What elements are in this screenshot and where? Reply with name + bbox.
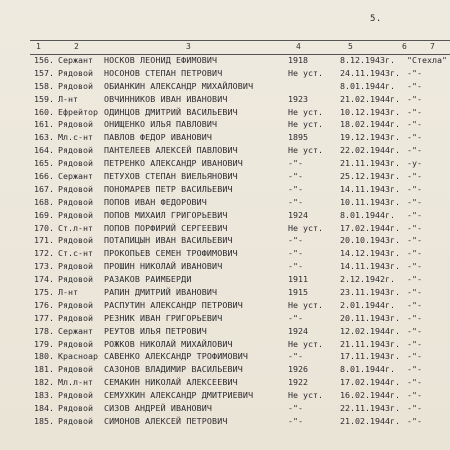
- record-date: 23.11.1943г.: [340, 287, 400, 298]
- record-name: СЕМАКИН НИКОЛАЙ АЛЕКСЕЕВИЧ: [104, 377, 238, 388]
- record-date: 10.12.1943г.: [340, 106, 400, 117]
- record-name: НОСКОВ ЛЕОНИД ЕФИМОВИЧ: [104, 55, 218, 65]
- record-birth-year: Не уст.: [288, 145, 323, 156]
- record-rank: Мл.с-нт: [58, 132, 93, 143]
- record-note: -"-: [407, 351, 422, 362]
- record-name: СИМОНОВ АЛЕКСЕЙ ПЕТРОВИЧ: [104, 415, 228, 426]
- record-number: 157.: [34, 67, 54, 78]
- record-date: 22.02.1944г.: [340, 145, 400, 156]
- record-rank: Рядовой: [58, 415, 93, 426]
- record-birth-year: -"-: [288, 403, 303, 414]
- record-birth-year: 1922: [288, 377, 308, 388]
- record-note: "Стехла": [407, 55, 447, 65]
- record-row: [0, 222, 450, 235]
- record-date: 14.11.1943г.: [340, 183, 400, 194]
- record-row: [0, 157, 450, 170]
- record-rank: Рядовой: [58, 183, 93, 194]
- record-name: ПАНТЕЛЕЕВ АЛЕКСЕЙ ПАВЛОВИЧ: [104, 145, 238, 156]
- record-birth-year: -"-: [288, 415, 303, 426]
- record-note: -"-: [407, 222, 422, 233]
- record-date: 8.01.1944г.: [340, 364, 395, 375]
- record-name: ПРОШИН НИКОЛАЙ ИВАНОВИЧ: [104, 261, 223, 272]
- record-rank: Рядовой: [58, 261, 93, 272]
- record-note: -"-: [407, 364, 422, 375]
- record-number: 169.: [34, 209, 54, 220]
- record-rank: Рядовой: [58, 364, 93, 375]
- record-number: 158.: [34, 80, 54, 91]
- record-rank: Рядовой: [58, 145, 93, 156]
- record-birth-year: 1924: [288, 325, 308, 336]
- column-header-row: [0, 42, 450, 54]
- record-number: 156.: [34, 55, 54, 65]
- record-note: -"-: [407, 403, 422, 414]
- record-date: 22.11.1943г.: [340, 403, 400, 414]
- record-number: 185.: [34, 415, 54, 426]
- record-note: -"-: [407, 338, 422, 349]
- page-number: 5.: [370, 14, 382, 24]
- record-note: -"-: [407, 325, 422, 336]
- col-header-4: 4: [296, 42, 301, 51]
- record-date: 21.11.1943г.: [340, 338, 400, 349]
- record-date: 19.12.1943г.: [340, 132, 400, 143]
- record-note: -"-: [407, 171, 422, 182]
- record-number: 180.: [34, 351, 54, 362]
- record-number: 168.: [34, 196, 54, 207]
- col-header-2: 2: [74, 42, 79, 51]
- header-top-rule: [30, 40, 450, 41]
- record-birth-year: -"-: [288, 261, 303, 272]
- record-name: РЕУТОВ ИЛЬЯ ПЕТРОВИЧ: [104, 325, 207, 336]
- record-rank: Рядовой: [58, 403, 93, 414]
- record-name: ОНИЩЕНКО ИЛЬЯ ПАВЛОВИЧ: [104, 119, 218, 130]
- record-birth-year: -"-: [288, 171, 303, 182]
- record-date: 16.02.1944г.: [340, 390, 400, 401]
- record-name: ПРОКОПЬЕВ СЕМЕН ТРОФИМОВИЧ: [104, 248, 238, 259]
- record-number: 179.: [34, 338, 54, 349]
- record-birth-year: 1924: [288, 209, 308, 220]
- record-rank: Красноар: [58, 351, 98, 362]
- record-birth-year: -"-: [288, 312, 303, 323]
- record-name: ПОНОМАРЕВ ПЕТР ВАСИЛЬЕВИЧ: [104, 183, 233, 194]
- record-row: [0, 325, 450, 338]
- record-birth-year: 1895: [288, 132, 308, 143]
- record-rank: Ефрейтор: [58, 106, 98, 117]
- record-row: [0, 350, 450, 363]
- record-note: -"-: [407, 261, 422, 272]
- record-rank: Л-нт: [58, 93, 78, 104]
- record-row: [0, 93, 450, 106]
- record-date: 20.11.1943г.: [340, 312, 400, 323]
- record-number: 174.: [34, 274, 54, 285]
- record-row: [0, 170, 450, 183]
- record-rank: Л-нт: [58, 287, 78, 298]
- record-birth-year: -"-: [288, 158, 303, 169]
- record-row: [0, 183, 450, 196]
- record-note: -"-: [407, 119, 422, 130]
- record-note: -"-: [407, 377, 422, 388]
- records-list: [0, 54, 450, 428]
- record-rank: Ст.с-нт: [58, 248, 93, 259]
- record-birth-year: -"-: [288, 235, 303, 246]
- record-row: [0, 273, 450, 286]
- record-number: 181.: [34, 364, 54, 375]
- record-number: 161.: [34, 119, 54, 130]
- record-row: [0, 260, 450, 273]
- record-date: 17.11.1943г.: [340, 351, 400, 362]
- record-row: [0, 299, 450, 312]
- record-note: -"-: [407, 235, 422, 246]
- record-date: 2.01.1944г.: [340, 299, 395, 310]
- record-row: [0, 338, 450, 351]
- record-row: [0, 415, 450, 428]
- record-row: [0, 118, 450, 131]
- record-name: ПЕТРЕНКО АЛЕКСАНДР ИВАНОВИЧ: [104, 158, 243, 169]
- record-rank: Рядовой: [58, 119, 93, 130]
- record-birth-year: 1923: [288, 93, 308, 104]
- record-date: 14.11.1943г.: [340, 261, 400, 272]
- record-rank: Рядовой: [58, 209, 93, 220]
- record-note: -"-: [407, 93, 422, 104]
- record-name: ПОТАПИЦЫН ИВАН ВАСИЛЬЕВИЧ: [104, 235, 233, 246]
- record-row: [0, 312, 450, 325]
- record-date: 8.12.1943г.: [340, 55, 395, 65]
- record-note: -"-: [407, 67, 422, 78]
- record-birth-year: Не уст.: [288, 390, 323, 401]
- record-birth-year: 1918: [288, 55, 308, 65]
- record-row: [0, 106, 450, 119]
- record-note: -"-: [407, 80, 422, 91]
- record-row: [0, 54, 450, 67]
- record-row: [0, 389, 450, 402]
- record-note: -"-: [407, 183, 422, 194]
- record-row: [0, 247, 450, 260]
- record-name: ПОПОВ ПОРФИРИЙ СЕРГЕЕВИЧ: [104, 222, 228, 233]
- record-number: 182.: [34, 377, 54, 388]
- record-row: [0, 209, 450, 222]
- record-rank: Рядовой: [58, 158, 93, 169]
- record-rank: Рядовой: [58, 80, 93, 91]
- record-name: РАЗАКОВ РАИМБЕРДИ: [104, 274, 192, 285]
- record-note: -"-: [407, 248, 422, 259]
- record-number: 184.: [34, 403, 54, 414]
- record-birth-year: Не уст.: [288, 106, 323, 117]
- record-name: САЗОНОВ ВЛАДИМИР ВАСИЛЬЕВИЧ: [104, 364, 243, 375]
- record-date: 24.11.1943г.: [340, 67, 400, 78]
- record-number: 166.: [34, 171, 54, 182]
- record-note: -"-: [407, 106, 422, 117]
- record-note: -"-: [407, 274, 422, 285]
- col-header-3: 3: [186, 42, 191, 51]
- record-birth-year: Не уст.: [288, 222, 323, 233]
- record-number: 170.: [34, 222, 54, 233]
- record-name: ПОПОВ ИВАН ФЕДОРОВИЧ: [104, 196, 207, 207]
- record-birth-year: Не уст.: [288, 338, 323, 349]
- record-rank: Рядовой: [58, 312, 93, 323]
- record-rank: Сержант: [58, 55, 93, 65]
- record-birth-year: 1915: [288, 287, 308, 298]
- col-header-1: 1: [36, 42, 41, 51]
- record-date: 12.02.1944г.: [340, 325, 400, 336]
- record-number: 159.: [34, 93, 54, 104]
- record-birth-year: Не уст.: [288, 67, 323, 78]
- record-rank: Ст.л-нт: [58, 222, 93, 233]
- record-row: [0, 131, 450, 144]
- record-rank: Рядовой: [58, 67, 93, 78]
- record-name: САВЕНКО АЛЕКСАНДР ТРОФИМОВИЧ: [104, 351, 249, 362]
- record-number: 177.: [34, 312, 54, 323]
- record-birth-year: 1926: [288, 364, 308, 375]
- record-row: [0, 286, 450, 299]
- record-date: 10.11.1943г.: [340, 196, 400, 207]
- record-rank: Рядовой: [58, 299, 93, 310]
- record-date: 2.12.1942г.: [340, 274, 395, 285]
- record-row: [0, 402, 450, 415]
- record-note: -"-: [407, 312, 422, 323]
- record-note: -"-: [407, 415, 422, 426]
- record-birth-year: -"-: [288, 351, 303, 362]
- record-birth-year: Не уст.: [288, 119, 323, 130]
- record-number: 175.: [34, 287, 54, 298]
- record-number: 164.: [34, 145, 54, 156]
- record-name: РОЖКОВ НИКОЛАЙ МИХАЙЛОВИЧ: [104, 338, 233, 349]
- record-note: -"-: [407, 390, 422, 401]
- record-row: [0, 363, 450, 376]
- record-date: 14.12.1943г.: [340, 248, 400, 259]
- record-row: [0, 196, 450, 209]
- col-header-5: 5: [348, 42, 353, 51]
- record-number: 165.: [34, 158, 54, 169]
- record-row: [0, 144, 450, 157]
- record-note: -у-: [407, 158, 422, 169]
- record-birth-year: -"-: [288, 248, 303, 259]
- record-rank: Сержант: [58, 171, 93, 182]
- record-name: ПЕТУХОВ СТЕПАН ВИЕЛЬЯНОВИЧ: [104, 171, 238, 182]
- record-name: РАСПУТИН АЛЕКСАНДР ПЕТРОВИЧ: [104, 299, 243, 310]
- record-date: 20.10.1943г.: [340, 235, 400, 246]
- record-date: 8.01.1944г.: [340, 80, 395, 91]
- record-rank: Рядовой: [58, 274, 93, 285]
- record-name: ОДИНЦОВ ДМИТРИЙ ВАСИЛЬЕВИЧ: [104, 106, 238, 117]
- record-row: [0, 80, 450, 93]
- record-rank: Рядовой: [58, 338, 93, 349]
- record-name: ПОПОВ МИХАИЛ ГРИГОРЬЕВИЧ: [104, 209, 228, 220]
- record-note: -"-: [407, 132, 422, 143]
- record-number: 172.: [34, 248, 54, 259]
- record-number: 173.: [34, 261, 54, 272]
- record-name: РЕЗНИК ИВАН ГРИГОРЬЕВИЧ: [104, 312, 223, 323]
- record-row: [0, 376, 450, 389]
- record-date: 21.02.1944г.: [340, 93, 400, 104]
- record-note: -"-: [407, 196, 422, 207]
- record-number: 171.: [34, 235, 54, 246]
- record-date: 21.11.1943г.: [340, 158, 400, 169]
- record-number: 183.: [34, 390, 54, 401]
- record-number: 163.: [34, 132, 54, 143]
- record-birth-year: 1911: [288, 274, 308, 285]
- record-note: -"-: [407, 209, 422, 220]
- record-rank: Рядовой: [58, 235, 93, 246]
- record-note: -"-: [407, 145, 422, 156]
- record-row: [0, 234, 450, 247]
- record-birth-year: Не уст.: [288, 299, 323, 310]
- record-name: ОВЧИННИКОВ ИВАН ИВАНОВИЧ: [104, 93, 228, 104]
- record-name: СИЗОВ АНДРЕЙ ИВАНОВИЧ: [104, 403, 213, 414]
- record-name: РАПИН ДМИТРИЙ ИВАНОВИЧ: [104, 287, 218, 298]
- record-note: -"-: [407, 287, 422, 298]
- record-birth-year: -"-: [288, 196, 303, 207]
- record-name: НОСОНОВ СТЕПАН ПЕТРОВИЧ: [104, 67, 223, 78]
- record-date: 17.02.1944г.: [340, 377, 400, 388]
- record-date: 17.02.1944г.: [340, 222, 400, 233]
- record-date: 18.02.1944г.: [340, 119, 400, 130]
- record-rank: Рядовой: [58, 390, 93, 401]
- record-note: -"-: [407, 299, 422, 310]
- record-name: СЕМУХКИН АЛЕКСАНДР ДМИТРИЕВИЧ: [104, 390, 254, 401]
- record-birth-year: -"-: [288, 183, 303, 194]
- record-rank: Мл.л-нт: [58, 377, 93, 388]
- record-number: 167.: [34, 183, 54, 194]
- record-rank: Сержант: [58, 325, 93, 336]
- record-rank: Рядовой: [58, 196, 93, 207]
- record-date: 21.02.1944г.: [340, 415, 400, 426]
- record-date: 25.12.1943г.: [340, 171, 400, 182]
- record-number: 176.: [34, 299, 54, 310]
- record-row: [0, 67, 450, 80]
- col-header-6: 6: [402, 42, 407, 51]
- record-number: 160.: [34, 106, 54, 117]
- record-name: ОБИАНКИН АЛЕКСАНДР МИХАЙЛОВИЧ: [104, 80, 254, 91]
- record-name: ПАВЛОВ ФЕДОР ИВАНОВИЧ: [104, 132, 213, 143]
- record-number: 178.: [34, 325, 54, 336]
- col-header-7: 7: [430, 42, 435, 51]
- record-date: 8.01.1944г.: [340, 209, 395, 220]
